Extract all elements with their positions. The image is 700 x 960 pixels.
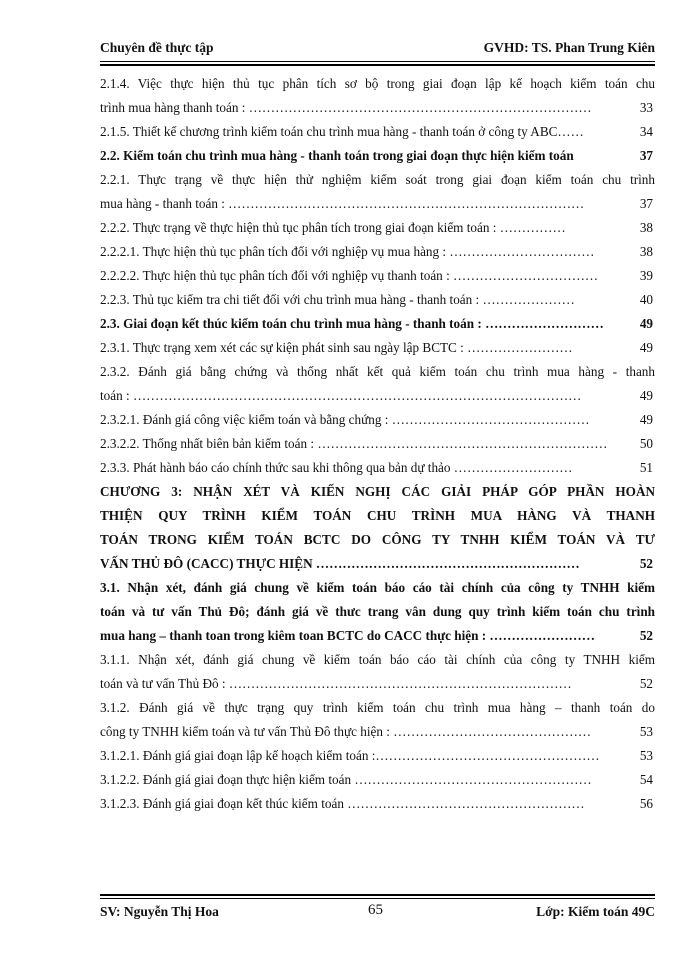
toc-entry-text: toán : ………………………………………………………………………………………… xyxy=(100,388,582,403)
toc-entry-text: toán và tư vấn Thủ Đô; đánh giá về thưc trang vân dung quy trình kiểm toán chu trình xyxy=(100,604,655,619)
toc-entry-page: 37 xyxy=(639,196,653,211)
toc-entry-page: 52 xyxy=(639,556,653,571)
toc-entry-page: 53 xyxy=(639,724,653,739)
toc-entry-page: 50 xyxy=(639,436,653,451)
toc-entry-text: 3.1. Nhận xét, đánh giá chung về kiểm toán báo cáo tài chính của công ty TNHH kiểm xyxy=(100,580,655,595)
toc-entry-text: 2.3.2.1. Đánh giá công việc kiểm toán và bằng chứng : ……………………………………… xyxy=(100,412,590,427)
toc-entry-text: toán và tư vấn Thủ Đô : …………………………………………………………………… xyxy=(100,676,572,691)
toc-entry-text: 3.1.2. Đánh giá về thực trạng quy trình kiểm toán chu trình mua hàng – thanh toán do xyxy=(100,700,655,715)
header-rule xyxy=(100,61,655,62)
footer-class: Lớp: Kiểm toán 49C xyxy=(536,904,655,919)
toc-entry-text: THIỆN QUY TRÌNH KIỂM TOÁN CHU TRÌNH MUA HÀNG VÀ THANH xyxy=(100,508,655,523)
toc-entry-text: 2.3. Giai đoạn kết thúc kiểm toán chu trình mua hàng - thanh toán : ……………………… xyxy=(100,316,604,331)
toc-entry-text: 2.1.5. Thiết kế chương trình kiểm toán chu trình mua hàng - thanh toán ở công ty ABC…… xyxy=(100,124,584,139)
toc-entry-text: 2.2.2.1. Thực hiện thủ tục phân tích đối với nghiệp vụ mua hàng : …………………………… xyxy=(100,244,595,259)
toc-entry-page: 49 xyxy=(639,388,653,403)
toc-entry-page: 38 xyxy=(639,220,653,235)
toc-entry-text: 2.3.2.2. Thống nhất biên bản kiểm toán : ………………………………………………………… xyxy=(100,436,608,451)
toc-entry-text: 3.1.2.3. Đánh giá giai đoạn kết thúc kiểm toán ……………………………………………… xyxy=(100,796,585,811)
toc-entry[interactable] xyxy=(100,768,655,792)
toc-entry-text: 2.3.3. Phát hành báo cáo chính thức sau khi thông qua bản dự thảo ……………………… xyxy=(100,460,573,475)
toc-entry[interactable] xyxy=(100,312,655,336)
toc-entry-text: TOÁN TRONG KIỂM TOÁN BCTC DO CÔNG TY TNHH KIỂM TOÁN VÀ TƯ xyxy=(100,532,655,547)
toc-entry-text: mua hang – thanh toan trong kiêm toan BCTC do CACC thực hiện : …………………… xyxy=(100,628,595,643)
toc-entry-text: 2.2.1. Thực trạng về thực hiện thử nghiệm kiểm soát trong giai đoạn kiểm toán chu trình xyxy=(100,172,655,187)
toc-entry-text: 3.1.2.1. Đánh giá giai đoạn lập kế hoạch kiểm toán :…………………………………………… xyxy=(100,748,600,763)
toc-entry[interactable] xyxy=(100,168,655,216)
toc-entry-page: 52 xyxy=(639,676,653,691)
header-rule-thick xyxy=(100,64,655,66)
toc-entry[interactable] xyxy=(100,216,655,240)
toc-entry-text: VẤN THỦ ĐÔ (CACC) THỰC HIỆN …………………………………………………… xyxy=(100,556,580,571)
toc-entry[interactable] xyxy=(100,240,655,264)
toc-entry[interactable] xyxy=(100,264,655,288)
toc-entry[interactable] xyxy=(100,480,655,576)
toc-entry-text: 2.2. Kiểm toán chu trình mua hàng - thanh toán trong giai đoạn thực hiện kiểm toán xyxy=(100,148,574,163)
toc-entry-text: 3.1.2.2. Đánh giá giai đoạn thực hiện kiểm toán ……………………………………………… xyxy=(100,772,592,787)
toc-entry-page: 49 xyxy=(639,412,653,427)
toc-entry-text: 2.3.2. Đánh giá bằng chứng và thống nhất kết quả kiểm toán chu trình mua hàng - thanh xyxy=(100,364,655,379)
toc-entry-page: 38 xyxy=(639,244,653,259)
toc-entry-text: công ty TNHH kiểm toán và tư vấn Thủ Đô thực hiện : ……………………………………… xyxy=(100,724,592,739)
toc-entry-page: 37 xyxy=(639,148,653,163)
toc-entry-page: 33 xyxy=(639,100,653,115)
toc-entry-page: 54 xyxy=(639,772,653,787)
toc-entry-page: 53 xyxy=(639,748,653,763)
toc-entry-page: 51 xyxy=(639,460,653,475)
page-footer xyxy=(100,902,655,924)
toc-entry-text: 2.1.4. Việc thực hiện thủ tục phân tích sơ bộ trong giai đoạn lập kế hoạch kiểm toán chu xyxy=(100,76,655,91)
header-right: GVHD: TS. Phan Trung Kiên xyxy=(483,40,655,55)
toc-entry[interactable] xyxy=(100,792,655,816)
page-number: 65 xyxy=(368,902,383,918)
toc-entry-page: 39 xyxy=(639,268,653,283)
toc-entry[interactable] xyxy=(100,576,655,648)
toc-entry[interactable] xyxy=(100,288,655,312)
footer-student: SV: Nguyễn Thị Hoa xyxy=(100,904,219,919)
toc-entry[interactable] xyxy=(100,336,655,360)
toc-entry-text: mua hàng - thanh toán : ……………………………………………………………………… xyxy=(100,196,585,211)
toc-entry-page: 56 xyxy=(639,796,653,811)
toc-entry[interactable] xyxy=(100,696,655,744)
toc-entry[interactable] xyxy=(100,144,655,168)
toc-entry-text: 2.2.2.2. Thực hiện thủ tục phân tích đối với nghiệp vụ thanh toán : …………………………… xyxy=(100,268,599,283)
toc-entry-page: 49 xyxy=(639,316,653,331)
toc-entry-page: 52 xyxy=(639,628,653,643)
toc-entry[interactable] xyxy=(100,72,655,120)
toc-entry-text: 2.2.3. Thủ tục kiểm tra chi tiết đối với chu trình mua hàng - thanh toán : ………………… xyxy=(100,292,575,307)
toc-entry[interactable] xyxy=(100,648,655,696)
toc-entry[interactable] xyxy=(100,120,655,144)
table-of-contents xyxy=(100,72,655,816)
toc-entry[interactable] xyxy=(100,360,655,408)
page-header xyxy=(100,38,655,60)
toc-entry-text: 3.1.1. Nhận xét, đánh giá chung về kiểm toán báo cáo tài chính của công ty TNHH kiểm xyxy=(100,652,655,667)
footer-rule xyxy=(100,898,655,899)
toc-entry[interactable] xyxy=(100,744,655,768)
toc-entry-text: trình mua hàng thanh toán : …………………………………………………………………… xyxy=(100,100,592,115)
toc-entry-text: 2.2.2. Thực trạng về thực hiện thủ tục phân tích trong giai đoạn kiểm toán : …………… xyxy=(100,220,566,235)
toc-entry-text: 2.3.1. Thực trạng xem xét các sự kiện phát sinh sau ngày lập BCTC : …………………… xyxy=(100,340,573,355)
toc-entry-page: 34 xyxy=(639,124,653,139)
toc-entry[interactable] xyxy=(100,432,655,456)
toc-entry[interactable] xyxy=(100,456,655,480)
footer-rule-thick xyxy=(100,894,655,896)
toc-entry-page: 40 xyxy=(639,292,653,307)
toc-entry-text: CHƯƠNG 3: NHẬN XÉT VÀ KIẾN NGHỊ CÁC GIẢI PHÁP GÓP PHẦN HOÀN xyxy=(100,484,655,499)
header-left: Chuyên đề thực tập xyxy=(100,40,214,55)
toc-entry-page: 49 xyxy=(639,340,653,355)
toc-entry[interactable] xyxy=(100,408,655,432)
